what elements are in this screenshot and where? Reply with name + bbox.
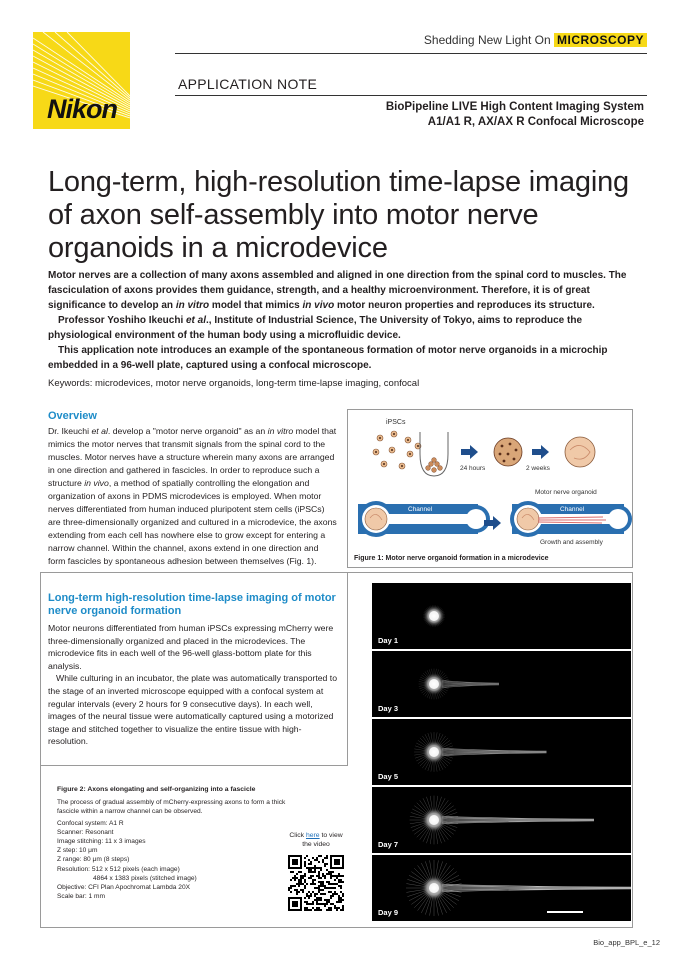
page-title: Long-term, high-resolution time-lapse imaging of axon self-assembly into motor nerve organoids in a microdevice: [48, 166, 629, 264]
timelapse-panel-day1: [372, 583, 631, 649]
overview-heading: Overview: [48, 410, 97, 422]
label-2w: 2 weeks: [526, 465, 550, 472]
axon-fascicle: [442, 680, 499, 687]
axon-fascicle: [442, 748, 547, 755]
nikon-logo: [33, 32, 130, 129]
qr-code-icon[interactable]: [288, 855, 344, 911]
day-label: Day 7: [378, 840, 399, 849]
tagline-prefix: Shedding New Light On: [423, 33, 551, 47]
section-divider: [40, 765, 348, 766]
organoid-core: [429, 883, 439, 893]
header-rule: [175, 53, 647, 54]
tagline: [424, 33, 647, 47]
scale-bar: [547, 911, 583, 913]
label-channel-right: Channel: [560, 506, 585, 513]
abstract-p2: Professor Yoshiho Ikeuchi et al., Institute of Industrial Science, The University of Tokyo, aims to reproduce the physiological environment of the human body using a microfluidic device.: [48, 315, 583, 341]
abstract-p1: Motor nerves are a collection of many axons assembled and aligned in one direction from the spinal cord to muscles. The fasciculation of axons provides them guidance, strength, and a healthy microenvironment. Therefore, it is of great significance to develop an in vitro model that mimics in vivo motor neuron properties and reproduces its structure.: [48, 270, 627, 311]
spheroid: [494, 438, 522, 466]
label-channel-left: Channel: [408, 506, 433, 513]
doc-type-rule: [175, 95, 647, 96]
document-code: Bio_app_BPL_e_12: [593, 938, 660, 947]
timelapse-panel-day7: [372, 787, 631, 853]
label-motor-nerve-organoid: Motor nerve organoid: [535, 489, 597, 496]
video-link-block: Click here to view the video: [289, 832, 343, 848]
figure-1-diagram: [348, 410, 634, 569]
well-cells: [426, 458, 443, 473]
label-growth: Growth and assembly: [540, 539, 603, 546]
section-2-body: [48, 622, 338, 748]
system-line-2: A1/A1 R, AX/AX R Confocal Microscope: [427, 116, 644, 128]
figure-2-detail: Z step: 10 μm: [57, 847, 98, 855]
day-label: Day 9: [378, 908, 399, 917]
day-label: Day 1: [378, 636, 399, 645]
arrow-1: [461, 445, 478, 459]
organoid: [565, 437, 595, 467]
tagline-highlight: MICROSCOPY: [554, 33, 647, 47]
figure-2-detail: Resolution: 512 x 512 pixels (each image): [57, 865, 180, 873]
figure-2-detail: Z range: 80 μm (8 steps): [57, 856, 130, 864]
timelapse-panel-day9: [372, 855, 631, 921]
figure-2-caption: [57, 785, 297, 901]
doc-type: APPLICATION NOTE: [178, 76, 318, 92]
organoid-core: [429, 611, 439, 621]
figure-2-detail: Scanner: Resonant: [57, 828, 114, 836]
ipsc-cells: [373, 431, 421, 469]
keywords: Keywords: microdevices, motor nerve organoids, long-term time-lapse imaging, confocal: [48, 378, 420, 389]
logo-wordmark: Nikon: [46, 94, 117, 124]
overview-body: Dr. Ikeuchi et al. develop a "motor nerve organoid" as an in vitro model that mimics the motor nerves that transmit signals from the spinal cord to the muscles. Motor nerves have a structure wherein many axons are arranged in one direction and gathered in fascicles. In order to reproduce such a structure in vivo, a method of spatially controlling the elongation and organization of axons in PDMS microdevices is employed. When motor nerves differentiated from human induced pluripotent stem cells (iPSCs) are three-dimensionally organized and cultured in a microdevice, the axons extending from each cell has nowhere else to grow except for entering a narrow channel. Within the channel, axons extend in one direction and form fascicles by spontaneous adhesion between themselves (Fig. 1).: [48, 426, 337, 566]
timelapse-panel-day3: [372, 651, 631, 717]
system-names: [386, 100, 644, 130]
figure-2-title: Figure 2: Axons elongating and self-organizing into a fascicle: [57, 786, 256, 793]
figure-2-detail: Scale bar: 1 mm: [57, 893, 106, 901]
label-ipscs: iPSCs: [386, 419, 406, 426]
figure-2-detail: Image stitching: 11 x 3 images: [57, 838, 146, 846]
day-label: Day 3: [378, 704, 399, 713]
qr-code-graphic: [288, 855, 344, 911]
arrow-2: [532, 445, 549, 459]
figure-2-detail: 4864 x 1383 pixels (stitched image): [93, 874, 197, 882]
organoid-core: [429, 747, 439, 757]
figure-2-detail: Objective: CFI Plan Apochromat Lambda 20X: [57, 884, 191, 892]
organoid-core: [429, 679, 439, 689]
axon-fascicle: [442, 816, 594, 823]
section-2-heading: Long-term high-resolution time-lapse imaging of motor nerve organoid formation: [48, 592, 336, 617]
figure-2-desc: The process of gradual assembly of mCherry-expressing axons to form a thick fascicle within a narrow channel can be observed.: [57, 799, 286, 816]
figure-2-detail: Confocal system: A1 R: [57, 819, 124, 827]
axon-fascicle: [442, 884, 631, 891]
section-2-p1: Motor neurons differentiated from human iPSCs expressing mCherry were three-dimensionally organized and placed in the microdevices. The microdevice fits in each well of the 96-well glass-bottom plate for this analysis.: [48, 623, 334, 671]
system-line-1: BioPipeline LIVE High Content Imaging System: [385, 101, 644, 113]
section-2-p2: While culturing in an incubator, the plate was automatically transported to the stage of an inverted microscope equipped with a confocal system at regular intervals (every 2 hours for 9 consecutive days). In each well, images of the neural tissue were automatically captured using a motorized stage and stitched together to visualize the entire tissue with high-resolution.: [48, 673, 338, 747]
abstract-p3: This application note introduces an example of the spontaneous formation of motor nerve organoids in a microchip embedded in a 96-well plate, captured using a confocal microscope.: [48, 345, 608, 371]
day-label: Day 5: [378, 772, 399, 781]
section-divider-vertical: [347, 572, 348, 765]
video-link[interactable]: here: [305, 832, 320, 839]
abstract: [48, 268, 638, 373]
figure-1: [347, 409, 633, 568]
timelapse-panel-day5: [372, 719, 631, 785]
organoid-core: [429, 815, 439, 825]
label-24h: 24 hours: [460, 465, 486, 472]
figure-1-caption: Figure 1: Motor nerve organoid formation in a microdevice: [354, 555, 549, 562]
